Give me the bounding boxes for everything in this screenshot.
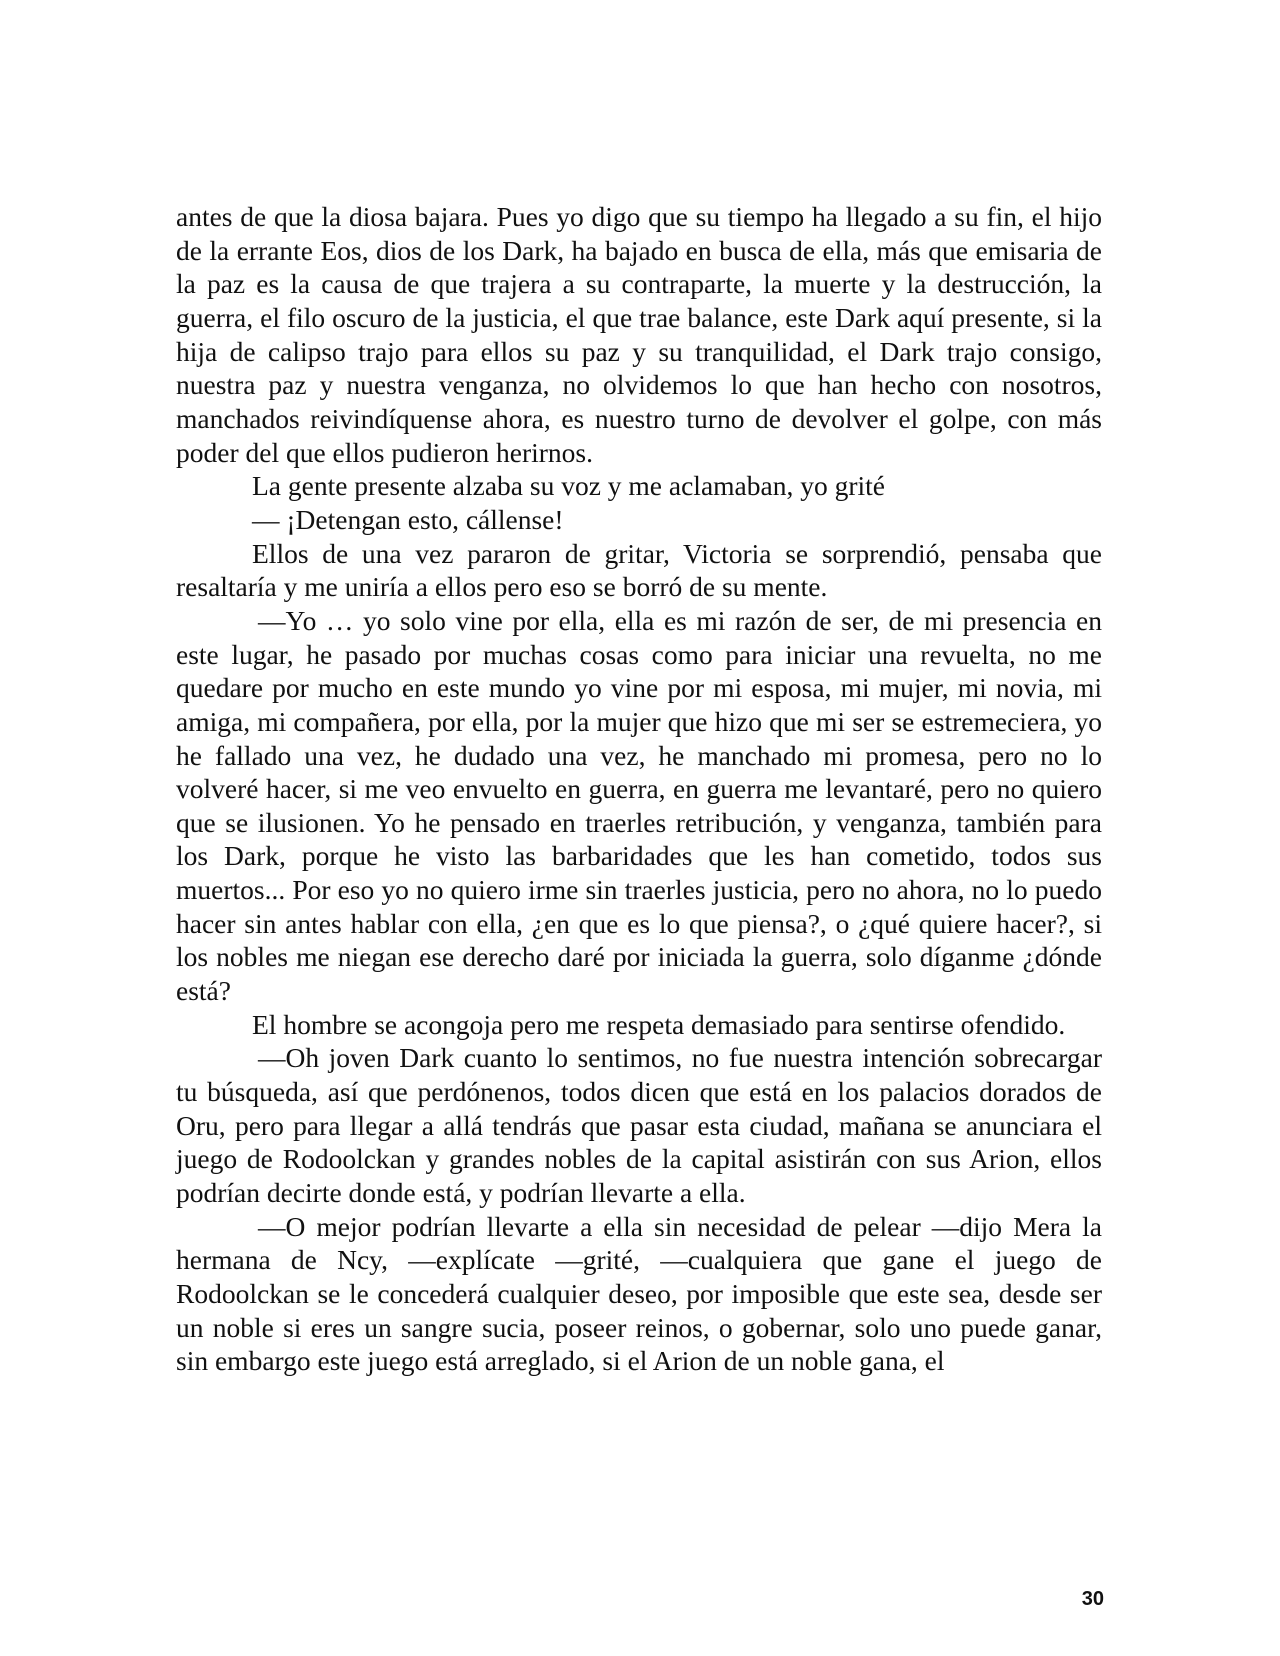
paragraph-8: —O mejor podrían llevarte a ella sin necesidad de pelear —dijo Mera la hermana de Ncy, —explícate —grité, —cualquiera que gane el juego de Rodoolckan se le concederá cualquier deseo, por imposible que este sea, desde ser un noble si eres un sangre sucia, poseer reinos, o gobernar, solo uno puede ganar, sin embargo este juego está arreglado, si el Arion de un noble gana, el: [176, 1210, 1102, 1377]
page-number: 30: [1081, 1588, 1104, 1610]
paragraph-4: Ellos de una vez pararon de gritar, Victoria se sorprendió, pensaba que resaltaría y me uniría a ellos pero eso se borró de su mente.: [176, 537, 1102, 603]
paragraph-1: antes de que la diosa bajara. Pues yo digo que su tiempo ha llegado a su fin, el hijo de la errante Eos, dios de los Dark, ha bajado en busca de ella, más que emisaria de la paz es la causa de que trajera a su contraparte, la muerte y la destrucción, la guerra, el filo oscuro de la justicia, el que trae balance, este Dark aquí presente, si la hija de calipso trajo para ellos su paz y su tranquilidad, el Dark trajo consigo, nuestra paz y nuestra venganza, no olvidemos lo que han hecho con nosotros, manchados reivindíquense ahora, es nuestro turno de devolver el golpe, con más poder del que ellos pudieron herirnos.: [176, 201, 1102, 468]
body-text: [176, 200, 1102, 1378]
paragraph-6: El hombre se acongoja pero me respeta demasiado para sentirse ofendido.: [252, 1008, 1066, 1040]
paragraph-7: —Oh joven Dark cuanto lo sentimos, no fue nuestra intención sobrecargar tu búsqueda, así que perdónenos, todos dicen que está en los palacios dorados de Oru, pero para llegar a allá tendrás que pasar esta ciudad, mañana se anunciara el juego de Rodoolckan y grandes nobles de la capital asistirán con sus Arion, ellos podrían decirte donde está, y podrían llevarte a ella.: [176, 1042, 1102, 1209]
paragraph-5: —Yo … yo solo vine por ella, ella es mi razón de ser, de mi presencia en este lugar, he pasado por muchas cosas como para iniciar una revuelta, no me quedare por mucho en este mundo yo vine por mi esposa, mi mujer, mi novia, mi amiga, mi compañera, por ella, por la mujer que hizo que mi ser se estremeciera, yo he fallado una vez, he dudado una vez, he manchado mi promesa, pero no lo volveré hacer, si me veo envuelto en guerra, en guerra me levantaré, pero no quiero que se ilusionen. Yo he pensado en traerles retribución, y venganza, también para los Dark, porque he visto las barbaridades que les han cometido, todos sus muertos... Por eso yo no quiero irme sin traerles justicia, pero no ahora, no lo puedo hacer sin antes hablar con ella, ¿en que es lo que piensa?, o ¿qué quiere hacer?, si los nobles me niegan ese derecho daré por iniciada la guerra, solo díganme ¿dónde está?: [176, 604, 1102, 1007]
paragraph-2: La gente presente alzaba su voz y me aclamaban, yo grité: [252, 470, 885, 502]
paragraph-3: — ¡Detengan esto, cállense!: [252, 503, 564, 535]
